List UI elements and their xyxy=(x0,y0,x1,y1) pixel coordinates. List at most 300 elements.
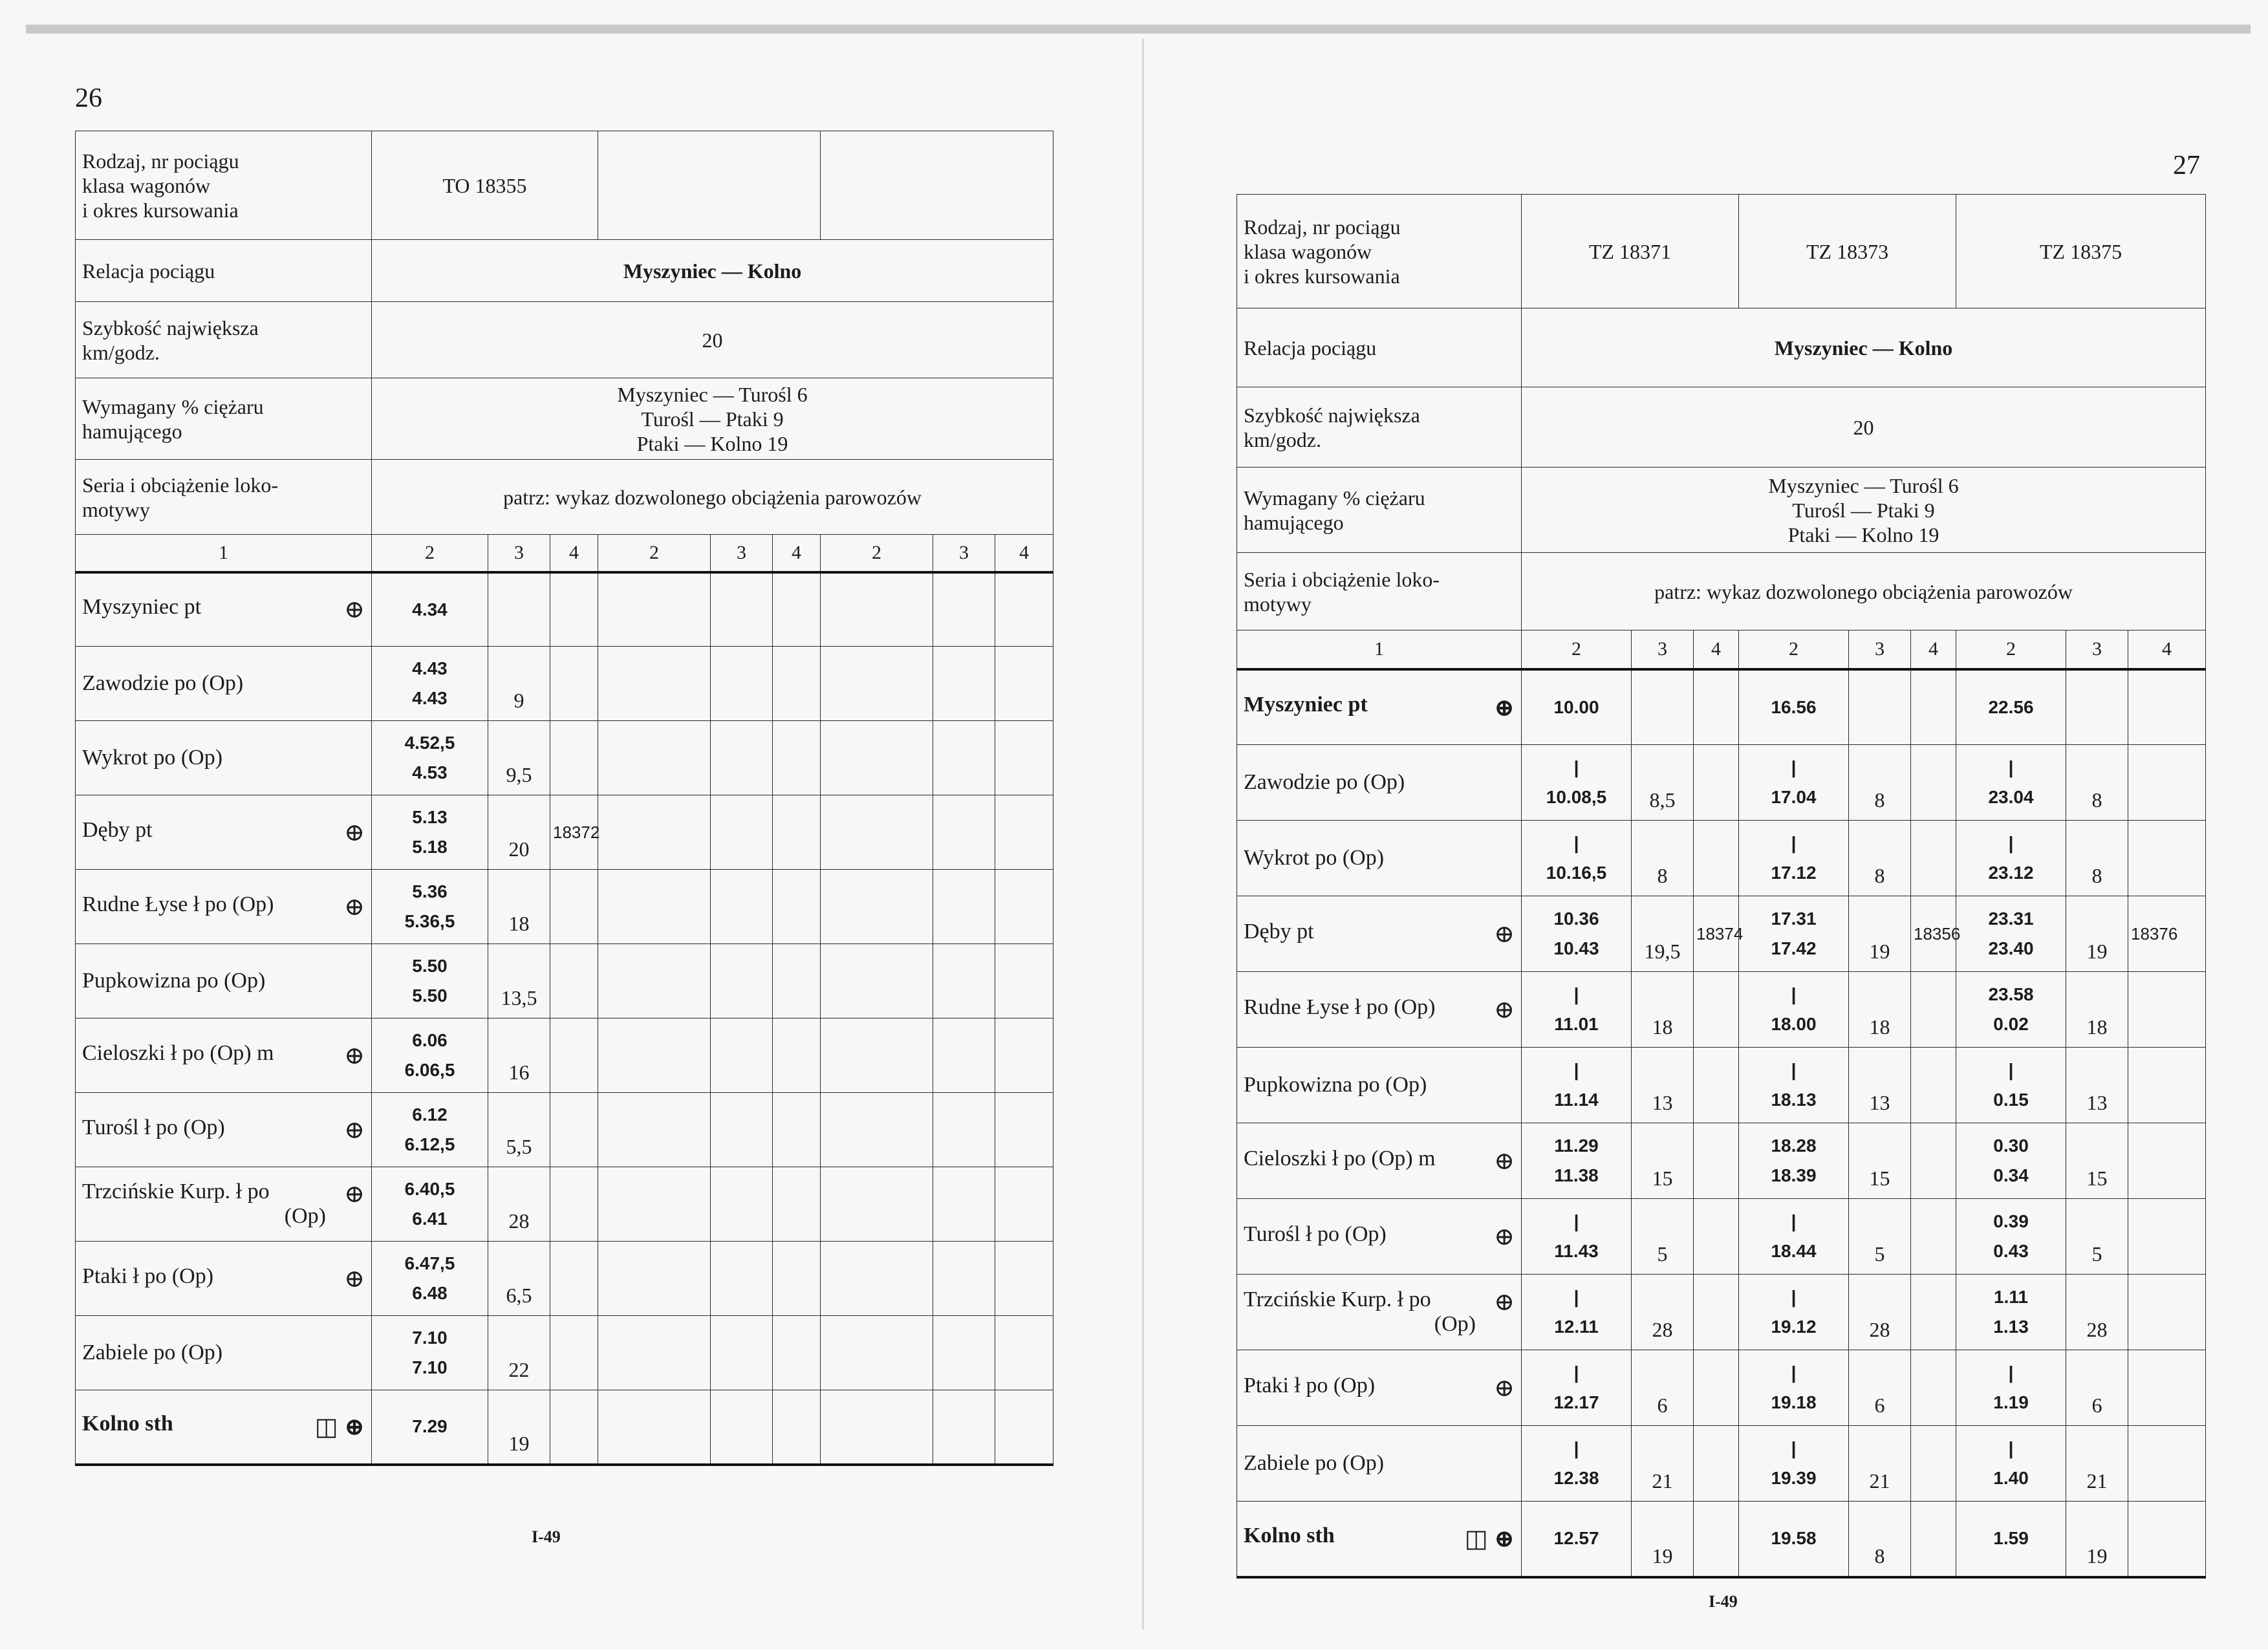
time-value: 0.34 xyxy=(1993,1165,2029,1185)
crossing-cell xyxy=(2128,1426,2206,1502)
station-label: Turośl ł po (Op) xyxy=(82,1115,225,1139)
crossing-cell xyxy=(1911,1426,1956,1502)
distance-value: 21 xyxy=(2086,1469,2108,1493)
time-cell xyxy=(1522,1123,1632,1199)
time-cell xyxy=(1739,669,1849,745)
time-value: | xyxy=(1573,833,1579,853)
crossing-cell xyxy=(1911,972,1956,1048)
time-value: 0.02 xyxy=(1993,1014,2029,1034)
time-cell xyxy=(821,1093,933,1167)
time-value: 5.50 xyxy=(412,986,448,1006)
station-name xyxy=(76,1390,372,1465)
crossing-cell xyxy=(2128,669,2206,745)
time-cell xyxy=(1739,972,1849,1048)
station-row xyxy=(76,1316,1053,1390)
station-symbol-icon: ⊕ xyxy=(344,1181,365,1208)
timetable xyxy=(75,131,1053,1466)
crossing-cell xyxy=(550,1167,598,1242)
column-number-text: 3 xyxy=(1658,638,1667,660)
time-value: 7.10 xyxy=(412,1357,448,1377)
distance-cell xyxy=(1849,1199,1911,1275)
distance-value: 13 xyxy=(2086,1091,2108,1114)
crossing-cell xyxy=(773,1242,821,1316)
time-cell xyxy=(821,1018,933,1093)
station-label: Wykrot po (Op) xyxy=(1244,846,1385,870)
crossing-cell xyxy=(773,1390,821,1465)
header-row-train xyxy=(1237,195,2206,308)
column-number-text: 2 xyxy=(872,541,881,563)
distance-cell xyxy=(1849,1048,1911,1123)
train-relation xyxy=(1522,308,2206,387)
time-value: 7.10 xyxy=(412,1328,448,1348)
column-number xyxy=(1694,630,1739,669)
time-cell xyxy=(1956,1275,2066,1350)
station-name xyxy=(1237,1123,1522,1199)
distance-cell xyxy=(1632,972,1694,1048)
station-label: Zabiele po (Op) xyxy=(1244,1451,1385,1475)
brake-line: Ptaki — Kolno 19 xyxy=(1787,523,1939,546)
station-symbol-icon: ⊕ xyxy=(1494,996,1515,1024)
time-value: | xyxy=(1573,1438,1579,1458)
station-name xyxy=(1237,821,1522,896)
label-line: Rodzaj, nr pociągu xyxy=(82,149,239,173)
station-name xyxy=(1237,972,1522,1048)
column-number xyxy=(1739,630,1849,669)
column-number xyxy=(1237,630,1522,669)
distance-cell xyxy=(2066,896,2128,972)
crossing-cell xyxy=(773,944,821,1018)
station-name xyxy=(76,647,372,721)
time-cell xyxy=(1739,1502,1849,1577)
distance-cell xyxy=(1849,1275,1911,1350)
time-cell xyxy=(1956,1048,2066,1123)
station-symbol-icon: ⊕ xyxy=(344,819,365,846)
page-footer-right: I-49 xyxy=(1709,1592,1738,1611)
distance-value: 8 xyxy=(2091,788,2102,812)
distance-cell xyxy=(933,1167,995,1242)
distance-cell xyxy=(711,1018,773,1093)
distance-cell xyxy=(1632,669,1694,745)
time-cell xyxy=(1956,1350,2066,1426)
station-symbol-icon: ⊕ xyxy=(1494,1374,1515,1402)
distance-cell xyxy=(488,572,550,647)
distance-value: 5 xyxy=(1874,1242,1885,1266)
label-line: Wymagany % ciężaru xyxy=(1244,486,1425,510)
station-label-cont: (Op) xyxy=(1434,1312,1476,1336)
distance-cell xyxy=(488,1390,550,1465)
time-cell xyxy=(1739,1426,1849,1502)
station-symbol-icon: ⊕ xyxy=(1494,920,1515,948)
max-speed xyxy=(1522,387,2206,468)
column-number xyxy=(372,535,488,572)
distance-cell xyxy=(933,870,995,944)
time-cell xyxy=(1522,1426,1632,1502)
time-cell xyxy=(1739,1350,1849,1426)
time-value: 1.13 xyxy=(1993,1317,2029,1337)
distance-value: 13 xyxy=(1652,1091,1673,1114)
distance-value: 19 xyxy=(1652,1544,1673,1568)
time-value: | xyxy=(2008,833,2014,853)
station-row xyxy=(76,944,1053,1018)
crossing-cell xyxy=(550,795,598,870)
brake-line: Ptaki — Kolno 19 xyxy=(636,431,788,455)
station-name xyxy=(76,572,372,647)
page-footer-left: I-49 xyxy=(532,1527,561,1546)
column-number xyxy=(1911,630,1956,669)
station-name xyxy=(1237,1502,1522,1577)
time-value: 22.56 xyxy=(1988,696,2034,717)
time-cell xyxy=(1522,821,1632,896)
time-value: 6.06,5 xyxy=(404,1060,455,1080)
label-line: Relacja pociągu xyxy=(82,259,215,283)
column-number-text: 2 xyxy=(425,541,435,563)
train-number-2 xyxy=(598,131,821,240)
distance-cell xyxy=(711,721,773,795)
time-value: 23.58 xyxy=(1988,984,2034,1004)
train-number: TZ 18375 xyxy=(2039,239,2122,263)
distance-value: 28 xyxy=(2086,1318,2108,1341)
station-row xyxy=(76,1018,1053,1093)
time-cell xyxy=(1956,1502,2066,1577)
station-symbol-icon: ⊕ xyxy=(344,893,365,921)
distance-value: 19 xyxy=(508,1431,530,1455)
label-line: km/godz. xyxy=(82,340,160,364)
station-label: Turośl ł po (Op) xyxy=(1244,1222,1387,1246)
time-cell xyxy=(372,1242,488,1316)
distance-value: 19 xyxy=(1869,940,1890,963)
label-line: hamującego xyxy=(82,419,182,443)
time-value: 10.16,5 xyxy=(1546,863,1607,883)
time-value: 18.28 xyxy=(1771,1136,1817,1156)
distance-cell xyxy=(1849,1350,1911,1426)
crossing-cell xyxy=(1911,669,1956,745)
time-value: | xyxy=(1791,833,1797,853)
station-symbol-icon: ⊕ xyxy=(1494,1289,1515,1316)
crossing-cell xyxy=(995,944,1053,1018)
label-szybkosc xyxy=(76,302,372,378)
crossing-cell xyxy=(2128,821,2206,896)
time-cell xyxy=(598,870,711,944)
column-number xyxy=(711,535,773,572)
train-number-3 xyxy=(1956,195,2206,308)
label-line: klasa wagonów xyxy=(1244,239,1372,263)
distance-cell xyxy=(933,944,995,1018)
label-line: i okres kursowania xyxy=(1244,264,1400,288)
column-number xyxy=(2066,630,2128,669)
distance-value: 28 xyxy=(1652,1318,1673,1341)
crossing-cell xyxy=(1694,1048,1739,1123)
column-number xyxy=(2128,630,2206,669)
distance-value: 28 xyxy=(1869,1318,1890,1341)
time-cell xyxy=(821,1167,933,1242)
time-cell xyxy=(1522,1048,1632,1123)
scan-top-edge xyxy=(26,25,2251,34)
speed-value: 20 xyxy=(702,328,723,352)
time-cell xyxy=(1739,1199,1849,1275)
time-value: 19.12 xyxy=(1771,1317,1817,1337)
distance-value: 6 xyxy=(2091,1394,2102,1417)
crossing-cell xyxy=(773,1018,821,1093)
distance-value: 5 xyxy=(2091,1242,2102,1266)
time-value: 1.59 xyxy=(1993,1528,2029,1549)
time-cell xyxy=(821,1316,933,1390)
crossing-cell xyxy=(550,944,598,1018)
time-cell xyxy=(821,944,933,1018)
station-symbol-icon: ⊕ xyxy=(1494,694,1515,722)
distance-cell xyxy=(933,1242,995,1316)
crossing-cell xyxy=(2128,1502,2206,1577)
label-line: hamującego xyxy=(1244,510,1344,534)
time-value: 5.18 xyxy=(412,837,448,857)
label-line: motywy xyxy=(1244,592,1312,616)
distance-cell xyxy=(2066,1350,2128,1426)
time-value: 6.12,5 xyxy=(404,1134,455,1154)
station-label: Zawodzie po (Op) xyxy=(82,671,244,695)
time-cell xyxy=(372,944,488,1018)
crossing-cell xyxy=(1911,896,1961,972)
time-cell xyxy=(1956,972,2066,1048)
time-value: 12.17 xyxy=(1553,1392,1599,1412)
time-value: | xyxy=(1573,757,1579,777)
crossing-cell xyxy=(1694,1502,1739,1577)
distance-cell xyxy=(1849,896,1911,972)
station-label: Myszyniec pt xyxy=(1244,692,1368,717)
station-row xyxy=(1237,972,2206,1048)
time-value: 11.38 xyxy=(1554,1165,1599,1185)
time-cell xyxy=(1739,745,1849,821)
column-number-text: 1 xyxy=(219,541,228,563)
station-label: Wykrot po (Op) xyxy=(82,746,223,770)
distance-value: 19 xyxy=(2086,940,2108,963)
time-value: 0.30 xyxy=(1993,1136,2029,1156)
crossing-cell xyxy=(1911,1502,1956,1577)
station-name xyxy=(1237,896,1522,972)
time-cell xyxy=(1522,1275,1632,1350)
label-rodzaj xyxy=(1237,195,1522,308)
station-name xyxy=(1237,1426,1522,1502)
station-name xyxy=(76,1167,372,1242)
time-cell xyxy=(372,1390,488,1465)
station-symbol-icon: ⊕ xyxy=(1494,1223,1515,1251)
column-number-text: 4 xyxy=(1928,638,1939,660)
label-line: Relacja pociągu xyxy=(1244,336,1377,360)
time-value: 6.06 xyxy=(412,1030,448,1050)
timetable xyxy=(1237,194,2206,1579)
station-name xyxy=(76,1316,372,1390)
crossing-cell xyxy=(2128,1275,2206,1350)
station-row xyxy=(1237,821,2206,896)
column-number-text: 4 xyxy=(1019,541,1029,563)
page-spine xyxy=(1142,39,1144,1630)
distance-cell xyxy=(711,1093,773,1167)
distance-cell xyxy=(711,1167,773,1242)
time-value: 12.57 xyxy=(1553,1528,1599,1549)
time-value: 5.50 xyxy=(412,956,448,976)
station-row xyxy=(1237,1502,2206,1577)
distance-cell xyxy=(2066,1048,2128,1123)
column-number-text: 3 xyxy=(2092,638,2102,660)
distance-value: 13,5 xyxy=(501,986,537,1009)
distance-cell xyxy=(1632,896,1694,972)
column-number xyxy=(995,535,1053,572)
distance-value: 18 xyxy=(1869,1015,1890,1039)
time-value: | xyxy=(1573,1211,1579,1231)
distance-cell xyxy=(933,1018,995,1093)
distance-cell xyxy=(2066,1275,2128,1350)
header-row-brake xyxy=(76,378,1053,460)
time-cell xyxy=(598,721,711,795)
distance-value: 18 xyxy=(508,912,530,935)
crossing-cell xyxy=(995,1093,1053,1167)
time-value: 4.43 xyxy=(412,658,448,678)
time-value: 11.29 xyxy=(1554,1136,1599,1156)
time-cell xyxy=(1522,972,1632,1048)
time-value: 0.15 xyxy=(1993,1090,2029,1110)
crossing-cell xyxy=(1911,1199,1956,1275)
crossing-cell xyxy=(2128,1123,2206,1199)
distance-value: 22 xyxy=(508,1358,530,1381)
label-wymagany xyxy=(76,378,372,460)
page-number-right: 27 xyxy=(2173,151,2200,180)
station-row xyxy=(1237,896,2206,972)
crossing-cell xyxy=(550,721,598,795)
time-value: | xyxy=(2008,1060,2014,1080)
time-cell xyxy=(1956,821,2066,896)
crossing-cell xyxy=(995,870,1053,944)
distance-value: 15 xyxy=(1652,1167,1673,1190)
time-cell xyxy=(372,721,488,795)
distance-cell xyxy=(711,944,773,1018)
distance-value: 5,5 xyxy=(506,1135,532,1158)
time-cell xyxy=(598,1018,711,1093)
column-number xyxy=(488,535,550,572)
station-symbol-icon: ⊕ xyxy=(344,1116,365,1144)
label-line: klasa wagonów xyxy=(82,173,211,197)
distance-cell xyxy=(933,1390,995,1465)
crossing-cell xyxy=(1911,1048,1956,1123)
station-label: Cieloszki ł po (Op) m xyxy=(82,1040,274,1065)
time-value: 16.56 xyxy=(1771,696,1817,717)
label-seria xyxy=(76,460,372,535)
distance-cell xyxy=(933,1316,995,1390)
column-number-text: 3 xyxy=(514,541,524,563)
time-value: 0.43 xyxy=(1993,1241,2029,1261)
time-value: | xyxy=(1791,1438,1797,1458)
time-cell xyxy=(1522,1502,1632,1577)
crossing-train: 18356 xyxy=(1914,923,1961,943)
relation-text: Myszyniec — Kolno xyxy=(1774,336,1953,360)
distance-cell xyxy=(1849,1502,1911,1577)
distance-value: 28 xyxy=(508,1209,530,1233)
distance-value: 8 xyxy=(1874,788,1885,812)
time-value: 18.44 xyxy=(1771,1241,1817,1261)
time-value: 23.12 xyxy=(1988,863,2034,883)
label-relacja xyxy=(1237,308,1522,387)
loco-note xyxy=(372,460,1053,535)
station-name xyxy=(1237,745,1522,821)
crossing-cell xyxy=(2128,1199,2206,1275)
station-symbol-icon: ⊕ xyxy=(344,1042,365,1070)
distance-value: 8 xyxy=(1657,864,1668,887)
distance-value: 16 xyxy=(508,1061,530,1084)
station-row xyxy=(76,1242,1053,1316)
column-number xyxy=(598,535,711,572)
time-value: 10.00 xyxy=(1553,696,1599,717)
brake-line: Turośl — Ptaki 9 xyxy=(641,407,784,431)
station-label-cont: (Op) xyxy=(284,1204,326,1228)
time-value: 4.43 xyxy=(412,688,448,708)
label-rodzaj xyxy=(76,131,372,240)
distance-cell xyxy=(2066,972,2128,1048)
time-value: 23.31 xyxy=(1988,909,2034,929)
time-cell xyxy=(372,1316,488,1390)
station-row xyxy=(1237,1048,2206,1123)
crossing-cell xyxy=(995,721,1053,795)
column-number-text: 3 xyxy=(1875,638,1885,660)
station-row xyxy=(76,647,1053,721)
label-wymagany xyxy=(1237,468,1522,553)
distance-cell xyxy=(488,1093,550,1167)
distance-cell xyxy=(488,1316,550,1390)
distance-cell xyxy=(488,647,550,721)
crossing-cell xyxy=(1694,1426,1739,1502)
column-number xyxy=(1632,630,1694,669)
time-value: | xyxy=(1791,984,1797,1004)
station-label: Kolno sth xyxy=(1244,1524,1335,1548)
crossing-train: 18376 xyxy=(2131,923,2178,943)
label-line: km/godz. xyxy=(1244,427,1321,451)
loco-note xyxy=(1522,553,2206,630)
time-cell xyxy=(598,944,711,1018)
time-value: 6.12 xyxy=(412,1105,448,1125)
distance-cell xyxy=(933,647,995,721)
time-value: 19.58 xyxy=(1771,1528,1817,1549)
time-cell xyxy=(1522,896,1632,972)
crossing-cell xyxy=(773,870,821,944)
crossing-cell xyxy=(995,1018,1053,1093)
time-cell xyxy=(1739,821,1849,896)
station-label: Rudne Łyse ł po (Op) xyxy=(82,892,274,916)
distance-cell xyxy=(1632,1123,1694,1199)
label-line: motywy xyxy=(82,497,150,521)
time-value: | xyxy=(1791,1211,1797,1231)
station-label: Zawodzie po (Op) xyxy=(1244,770,1405,794)
station-name xyxy=(1237,1048,1522,1123)
time-cell xyxy=(372,1018,488,1093)
station-symbol-icon: ◫ ⊕ xyxy=(1464,1525,1515,1553)
crossing-train: 18372 xyxy=(553,822,600,842)
time-value: | xyxy=(1573,1363,1579,1383)
label-line: Seria i obciążenie loko- xyxy=(1244,567,1440,591)
header-row-speed xyxy=(1237,387,2206,468)
distance-cell xyxy=(1632,1426,1694,1502)
time-cell xyxy=(821,572,933,647)
brake-line: Myszyniec — Turośl 6 xyxy=(1768,473,1959,497)
station-row xyxy=(1237,1199,2206,1275)
crossing-cell xyxy=(550,1390,598,1465)
column-number-text: 3 xyxy=(737,541,746,563)
distance-cell xyxy=(1632,745,1694,821)
time-cell xyxy=(1522,669,1632,745)
distance-value: 18 xyxy=(2086,1015,2108,1039)
time-value: | xyxy=(1573,1287,1579,1307)
time-value: 5.13 xyxy=(412,807,448,827)
header-row-speed xyxy=(76,302,1053,378)
distance-value: 15 xyxy=(1869,1167,1890,1190)
distance-value: 19 xyxy=(2086,1544,2108,1568)
station-row xyxy=(76,572,1053,647)
time-cell xyxy=(1739,1275,1849,1350)
